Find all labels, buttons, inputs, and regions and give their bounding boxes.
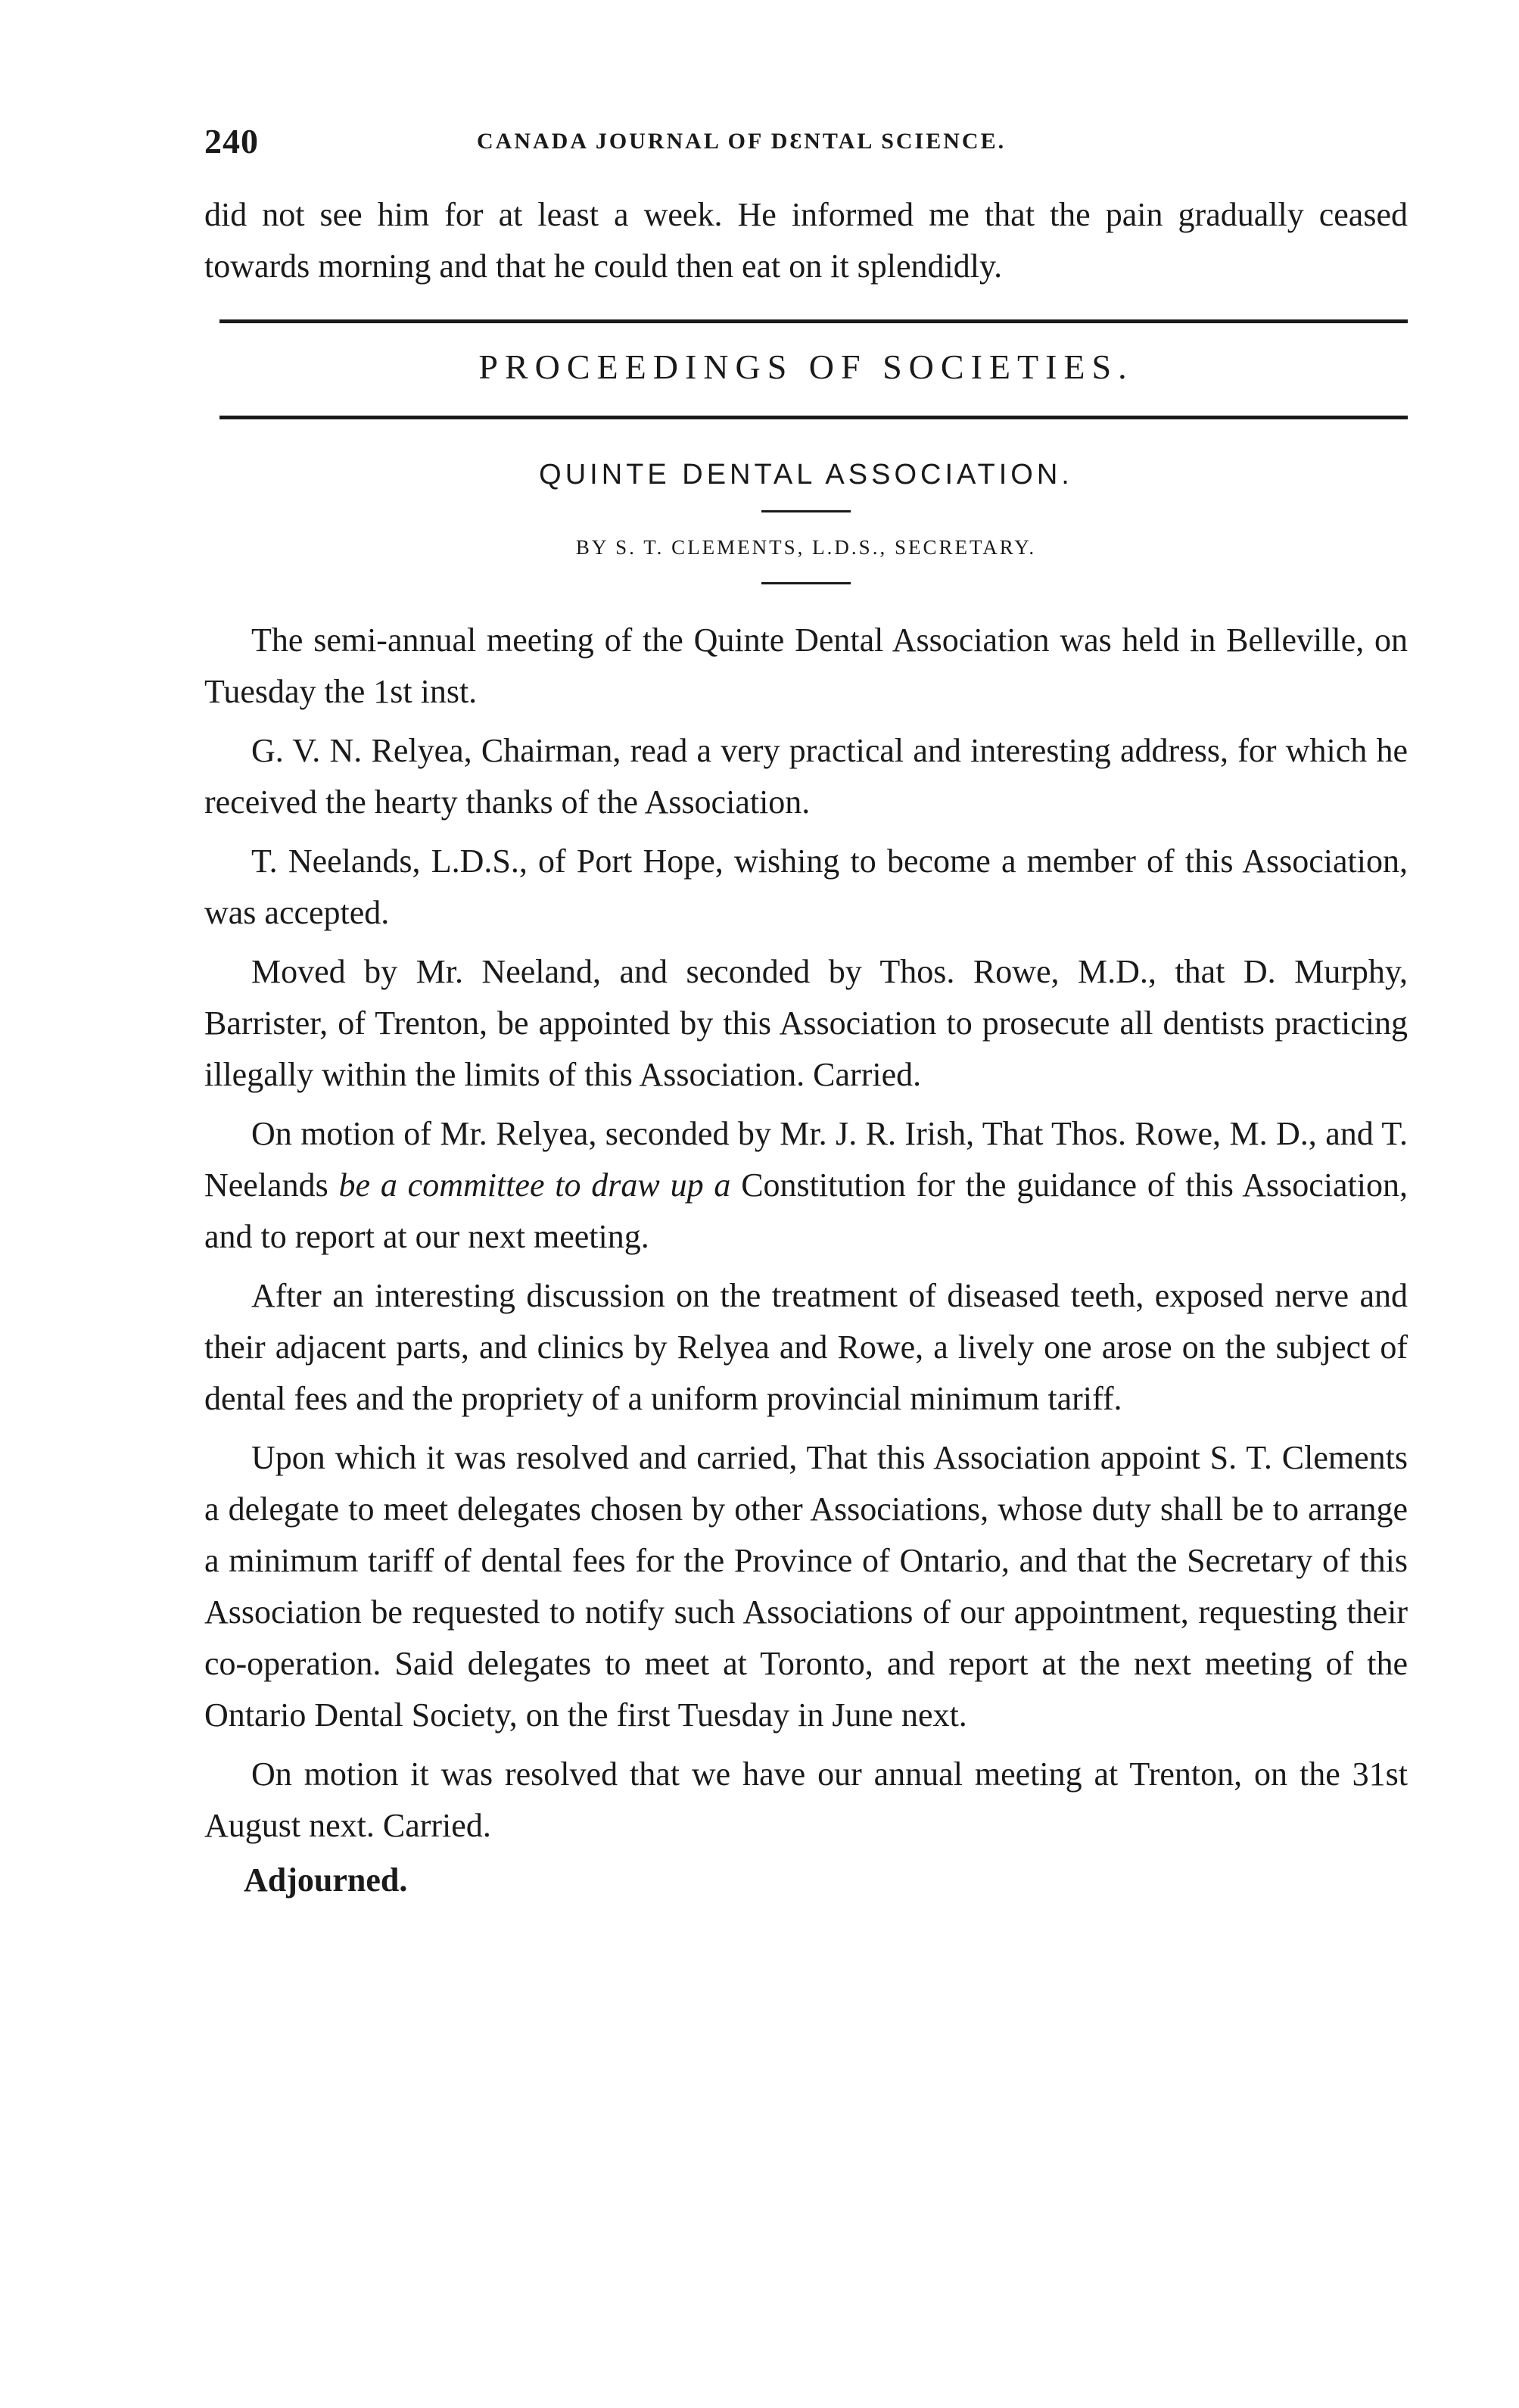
paragraph-meeting: The semi-annual meeting of the Quinte Dental Association was held in Belleville, on Tuesday the 1st inst. (204, 621, 1408, 710)
paragraph-new-member: T. Neelands, L.D.S., of Port Hope, wishing to become a member of this Association, was accepted. (204, 843, 1408, 931)
journal-title: CANADA JOURNAL OF DƐNTAL SCIENCE. (477, 129, 1007, 154)
paragraph-discussion: After an interesting discussion on the treatment of diseased teeth, exposed nerve and their adjacent parts, and clinics by Relyea and Rowe, a lively one arose on the subject of dental fees and the propriety of a uniform provincial minimum tariff. (204, 1277, 1408, 1417)
article-byline: BY S. T. CLEMENTS, L.D.S., SECRETARY. (575, 536, 1037, 559)
committee-lead: On motion of Mr. Relyea, seconded by Mr. J. R. Irish, That Thos. Rowe, M. D., and T. Neelands (204, 1115, 1408, 1204)
closing-adjourned: Adjourned. (244, 1861, 408, 1899)
paragraph-annual-meeting: On motion it was resolved that we have our annual meeting at Trenton, on the 31st August next. Carried. (204, 1755, 1408, 1844)
committee-italic: be a committee to draw up a (338, 1167, 731, 1204)
paragraph-prosecution: Moved by Mr. Neeland, and seconded by Thos. Rowe, M.D., that D. Murphy, Barrister, of Trenton, be appointed by this Association to prosecute all dentists practicing illegally within the limits of this Association. Carried. (204, 953, 1408, 1093)
title-rule (761, 510, 851, 512)
committee-rest: Constitution for the guidance of this Association, and to report at our next meeting. (204, 1167, 1408, 1255)
byline-rule (761, 582, 851, 584)
paragraph-chairman: G. V. N. Relyea, Chairman, read a very practical and interesting address, for which he received the hearty thanks of the Association. (204, 732, 1408, 821)
section-rule-bottom (219, 416, 1408, 419)
paragraph-delegate: Upon which it was resolved and carried, That this Association appoint S. T. Clements a delegate to meet delegates chosen by other Associations, whose duty shall be to arrange a minimum tariff of dental fees for the Province of Ontario, and that the Secretary of this Association be requested to notify such Associations of our appointment, requesting their co-operation. Said delegates to meet at Toronto, and report at the next meeting of the Ontario Dental Society, on the first Tuesday in June next. (204, 1439, 1408, 1734)
running-head (204, 121, 1408, 174)
section-heading: PROCEEDINGS OF SOCIETIES. (478, 347, 1134, 386)
article-title: QUINTE DENTAL ASSOCIATION. (539, 459, 1073, 491)
continued-text: did not see him for at least a week. He informed me that the pain gradually ceased towards morning and that he could then eat on it splendidly. (204, 196, 1408, 285)
paragraph-committee (204, 1108, 1408, 1263)
journal-page (204, 121, 1408, 2392)
section-rule-top (219, 319, 1408, 323)
page-number: 240 (204, 122, 259, 160)
